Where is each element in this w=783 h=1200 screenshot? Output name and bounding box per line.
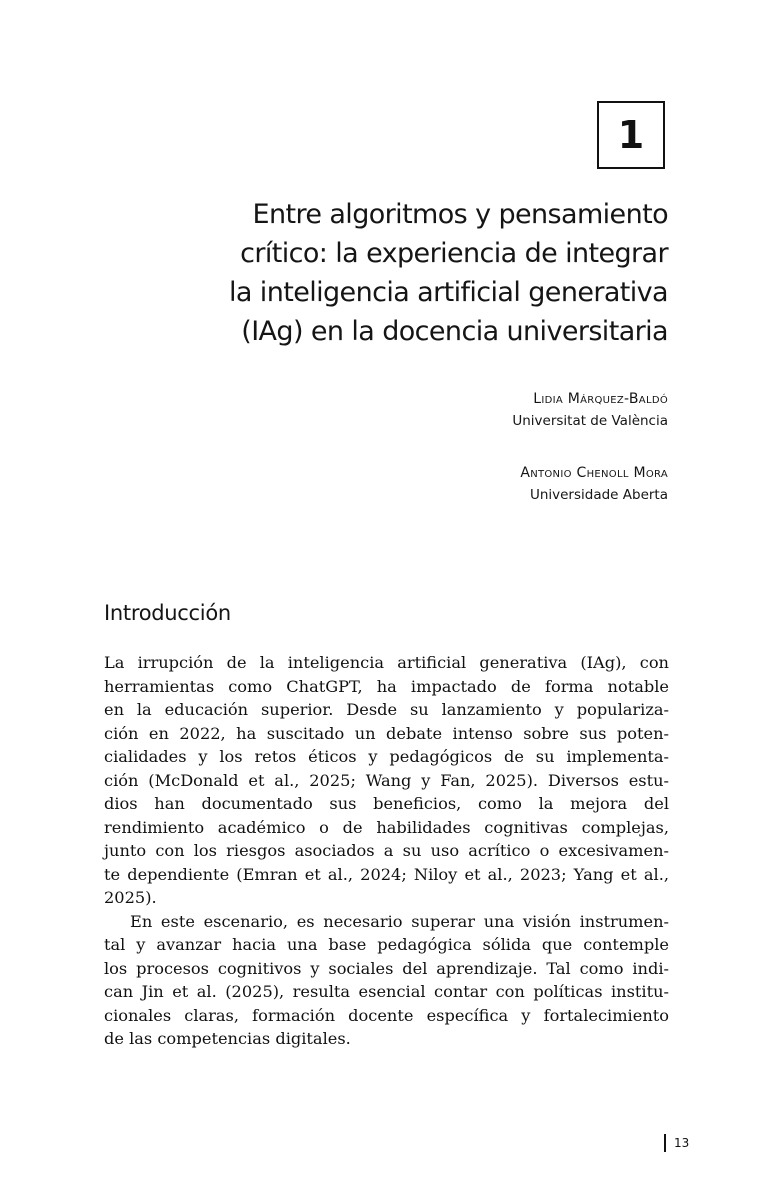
author-affiliation: Universidade Aberta: [529, 487, 668, 503]
chapter-title-line: la inteligencia artificial generativa: [228, 277, 668, 308]
chapter-number: 1: [617, 113, 645, 157]
chapter-title-line: crítico: la experiencia de integrar: [240, 238, 668, 269]
page-footer: [664, 1134, 689, 1152]
body-text: [104, 651, 669, 1051]
text-line: cialidades y los retos éticos y pedagógicos de su implementa-: [104, 747, 669, 766]
text-line: junto con los riesgos asociados a su uso acrítico o excesivamen-: [104, 841, 669, 860]
text-line: dios han documentado sus beneficios, como la mejora del: [104, 794, 669, 813]
chapter-title-line: (IAg) en la docencia universitaria: [241, 316, 668, 347]
text-line: rendimiento académico o de habilidades cognitivas complejas,: [104, 817, 669, 837]
paragraph-2: [104, 910, 669, 1051]
text-line: ción en 2022, ha suscitado un debate intenso sobre sus poten-: [104, 723, 669, 743]
author-affiliation: Universitat de València: [512, 413, 668, 429]
text-line: tal y avanzar hacia una base pedagógica sólida que contemple: [104, 935, 669, 954]
chapter-title-line: Entre algoritmos y pensamiento: [252, 199, 668, 230]
text-line: En este escenario, es necesario superar una visión instrumen-: [130, 911, 669, 931]
text-line: te dependiente (Emran et al., 2024; Niloy et al., 2023; Yang et al.,: [104, 864, 669, 884]
author-name: Lidia Márquez-Baldó: [533, 391, 668, 407]
section-heading: Introducción: [104, 601, 231, 625]
text-line: La irrupción de la inteligencia artificial generativa (IAg), con: [104, 653, 669, 672]
folio-bar: [664, 1134, 666, 1152]
text-line: los procesos cognitivos y sociales del aprendizaje. Tal como indi-: [104, 958, 669, 978]
text-line: en la educación superior. Desde su lanzamiento y populariza-: [104, 700, 669, 719]
author-block-1: [512, 388, 668, 432]
text-line: 2025).: [104, 888, 157, 907]
chapter-title: [108, 195, 668, 351]
page-number: 13: [674, 1136, 690, 1150]
text-line: ción (McDonald et al., 2025; Wang y Fan, 2025). Diversos estu-: [104, 770, 669, 790]
chapter-number-box: [597, 101, 665, 169]
author-name: Antonio Chenoll Mora: [520, 465, 668, 481]
author-block-2: [520, 462, 668, 506]
text-line: herramientas como ChatGPT, ha impactado de forma notable: [104, 676, 669, 696]
text-line: de las competencias digitales.: [104, 1029, 351, 1048]
text-line: can Jin et al. (2025), resulta esencial contar con políticas institu-: [104, 982, 669, 1001]
text-line: cionales claras, formación docente específica y fortalecimiento: [104, 1005, 669, 1025]
paragraph-1: [104, 651, 669, 910]
